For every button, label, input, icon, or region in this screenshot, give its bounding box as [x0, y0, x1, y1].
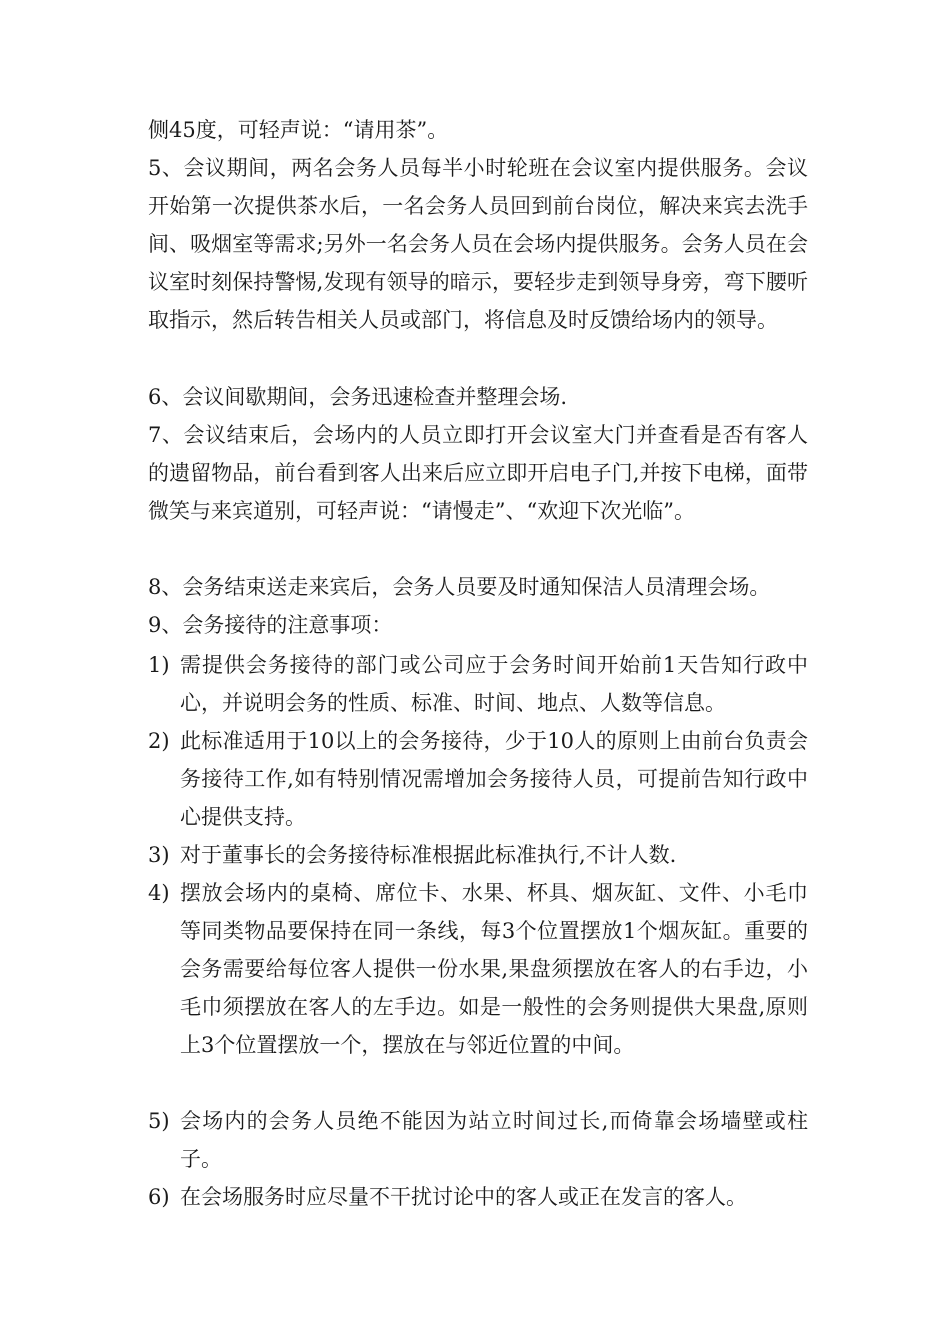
list-item-text: 在会场服务时应尽量不干扰讨论中的客人或正在发言的客人。 [180, 1185, 747, 1209]
list-item-number: 5) [148, 1109, 170, 1133]
list-item-text: 需提供会务接待的部门或公司应于会务时间开始前1天告知行政中心，并说明会务的性质、标准、时间、地点、人数等信息。 [180, 653, 808, 715]
list-item [148, 1178, 808, 1216]
list-item [148, 1102, 808, 1178]
paragraph-item-7: 7、会议结束后，会场内的人员立即打开会议室大门并查看是否有客人的遗留物品，前台看到客人出来后应立即开启电子门,并按下电梯，面带微笑与来宾道别，可轻声说：“请慢走”、“欢迎下次光临”。 [148, 423, 808, 523]
list-item [148, 874, 808, 1064]
list-item-text: 会场内的会务人员绝不能因为站立时间过长,而倚靠会场墙壁或柱子。 [180, 1109, 808, 1171]
paragraph-item-6: 6、会议间歇期间，会务迅速检查并整理会场. [148, 385, 568, 409]
list-item-number: 6) [148, 1185, 170, 1209]
list-item [148, 646, 808, 722]
list-item-text: 对于董事长的会务接待标准根据此标准执行,不计人数. [180, 843, 677, 867]
list-item-number: 2) [148, 729, 170, 753]
paragraph-item-9-heading: 9、会务接待的注意事项： [148, 613, 393, 637]
list-item-text: 摆放会场内的桌椅、席位卡、水果、杯具、烟灰缸、文件、小毛巾等同类物品要保持在同一条线，每3个位置摆放1个烟灰缸。重要的会务需要给每位客人提供一份水果,果盘须摆放在客人的右手边，小毛巾须摆放在客人的左手边。如是一般性的会务则提供大果盘,原则上3个位置摆放一个，摆放在与邻近位置的中间。 [180, 881, 808, 1057]
list-item-number: 3) [148, 843, 170, 867]
list-item [148, 836, 808, 874]
list-item-number: 1) [148, 653, 170, 677]
paragraph-item-5: 5、会议期间，两名会务人员每半小时轮班在会议室内提供服务。会议开始第一次提供茶水后，一名会务人员回到前台岗位，解决来宾去洗手间、吸烟室等需求;另外一名会务人员在会场内提供服务。会务人员在会议室时刻保持警惕,发现有领导的暗示，要轻步走到领导身旁，弯下腰听取指示，然后转告相关人员或部门，将信息及时反馈给场内的领导。 [148, 156, 808, 332]
list-item-text: 此标准适用于10以上的会务接待，少于10人的原则上由前台负责会务接待工作,如有特别情况需增加会务接待人员，可提前告知行政中心提供支持。 [180, 729, 808, 829]
paragraph-continuation: 侧45度，可轻声说：“请用茶”。 [148, 118, 449, 142]
paragraph-item-8: 8、会务结束送走来宾后，会务人员要及时通知保洁人员清理会场。 [148, 575, 771, 599]
list-item-number: 4) [148, 881, 170, 905]
list-item [148, 722, 808, 836]
